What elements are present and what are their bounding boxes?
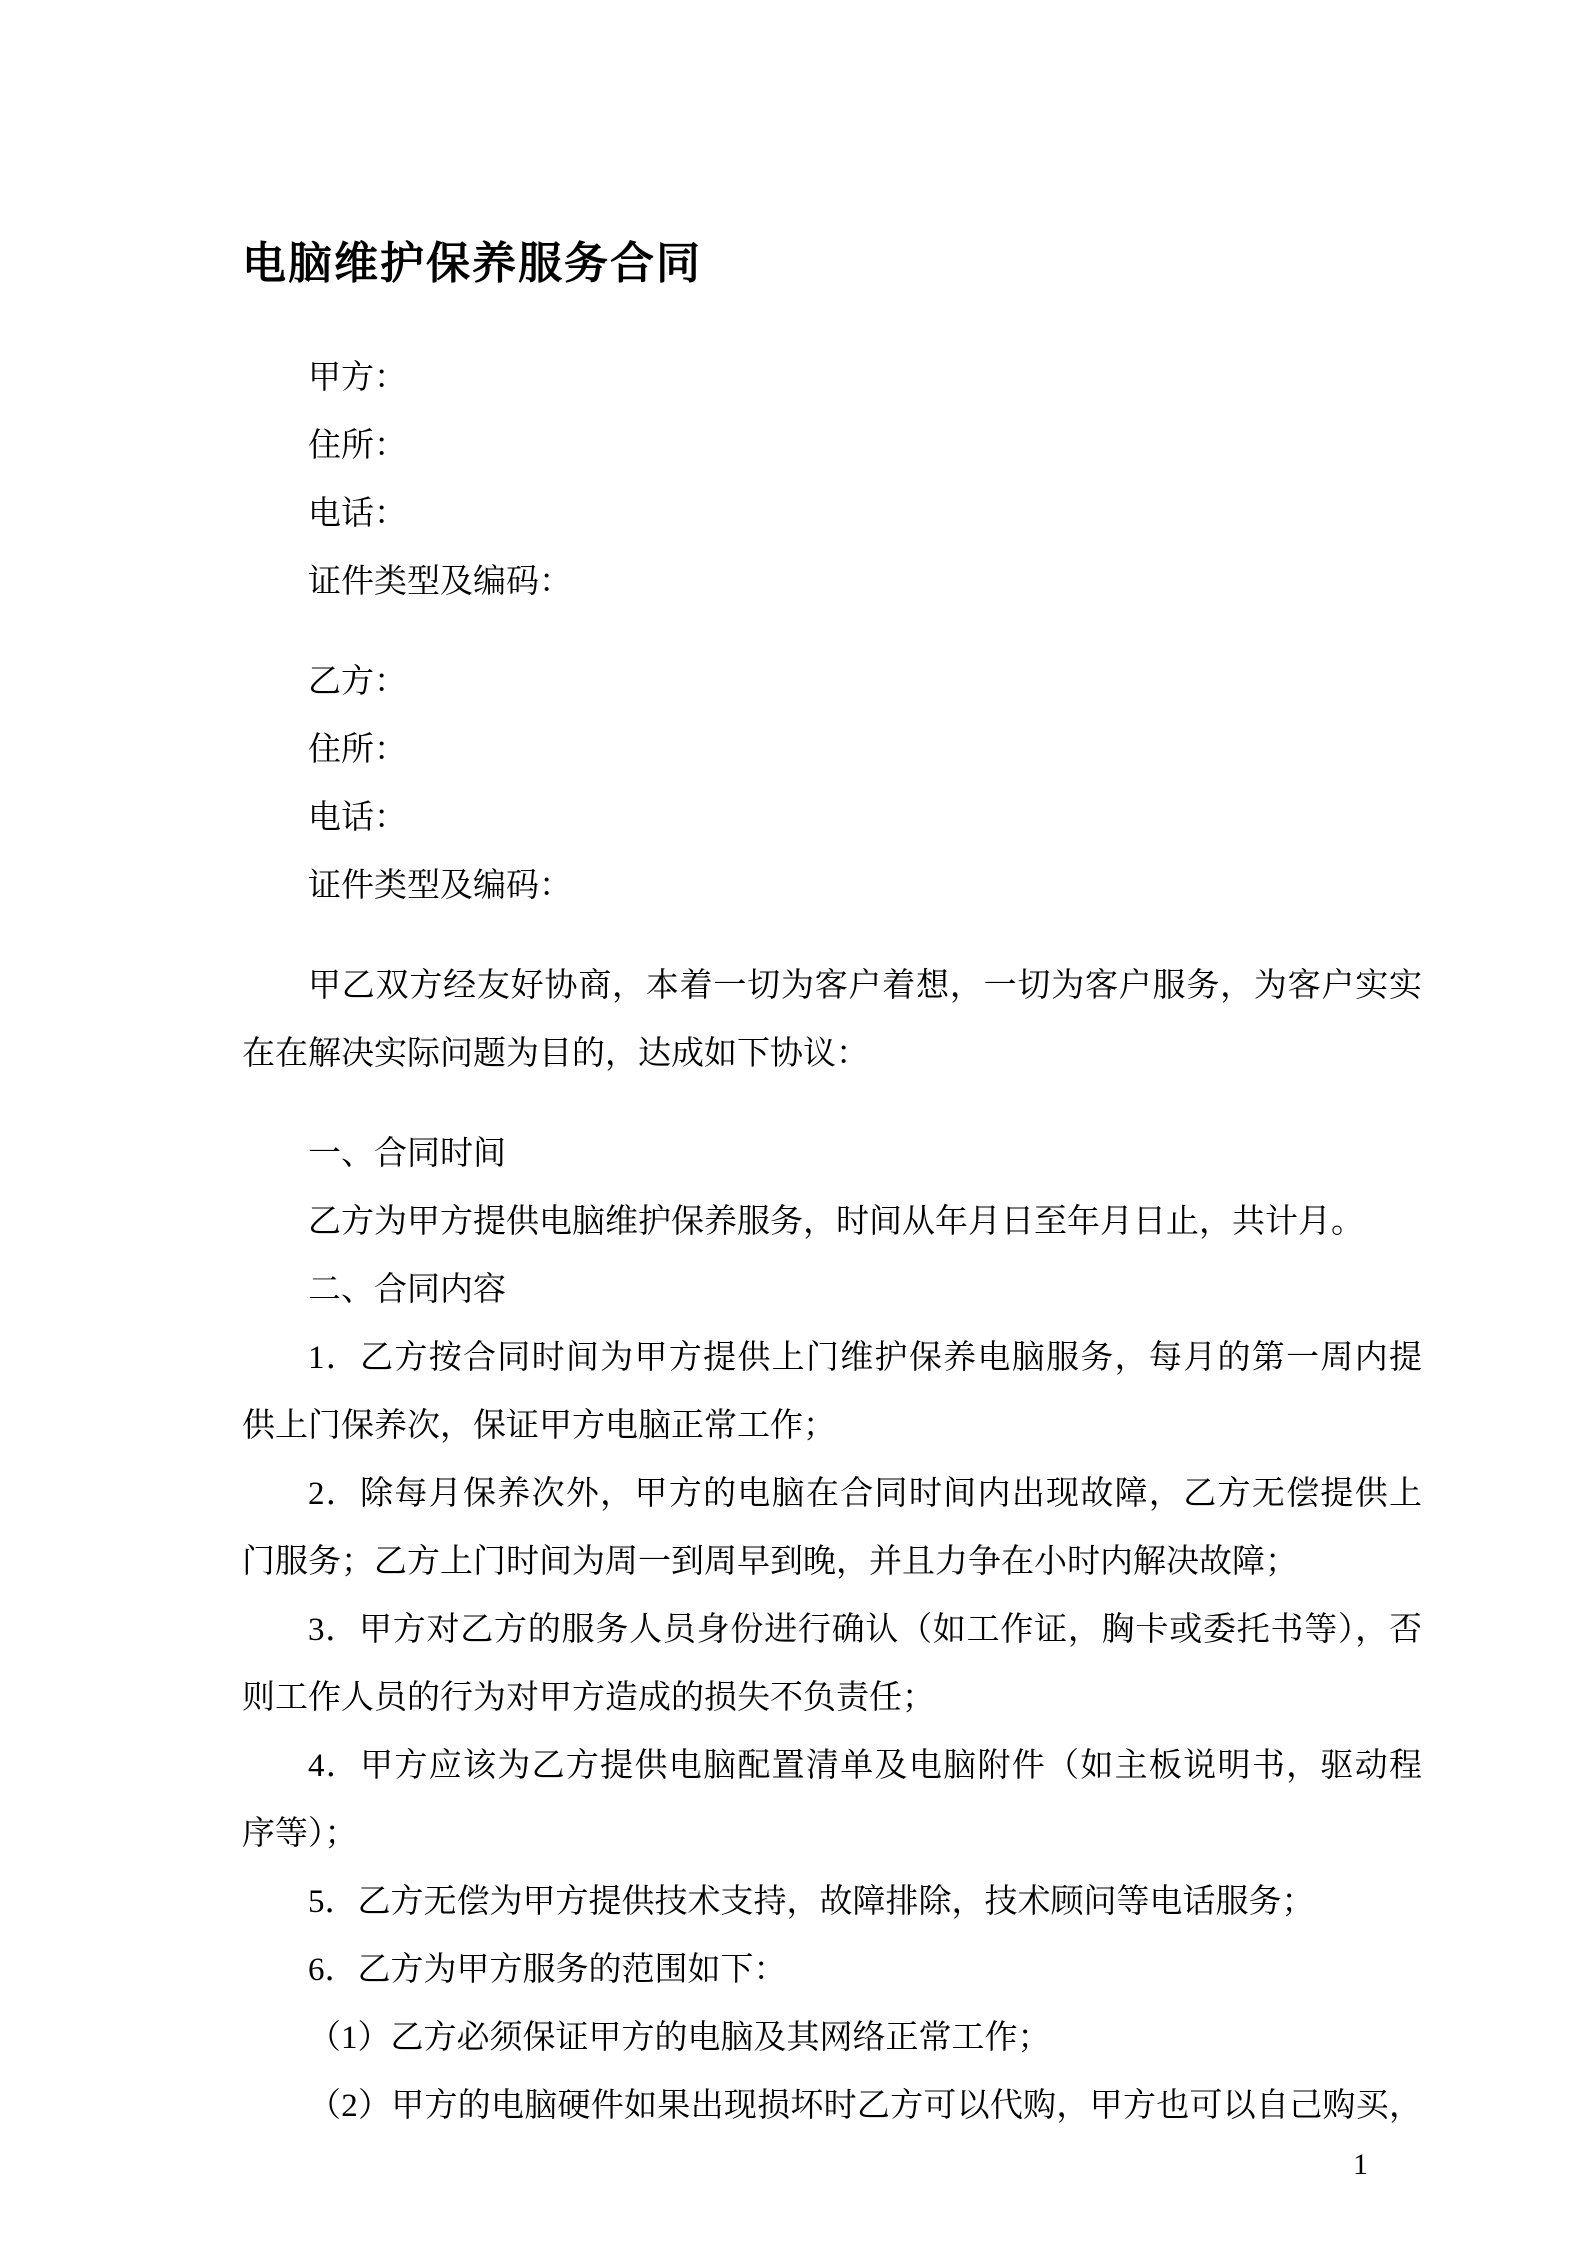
clause-2-line: 门服务；乙方上门时间为周一到周早到晚，并且力争在小时内解决故障； [242, 1544, 1298, 1580]
field-party-b: 乙方： [308, 664, 407, 700]
clause-3-line: 3．甲方对乙方的服务人员身份进行确认（如工作证，胸卡或委托书等），否 [308, 1612, 1422, 1648]
clause-4-line: 序等）； [242, 1816, 358, 1852]
paragraph-spacer [242, 1088, 1422, 1120]
preamble-line: 在在解决实际问题为目的，达成如下协议： [242, 1036, 869, 1072]
section-heading-1: 一、合同时间 [308, 1136, 506, 1172]
clause-4-line: 4．甲方应该为乙方提供电脑配置清单及电脑附件（如主板说明书，驱动程 [308, 1748, 1422, 1784]
paragraph-spacer [242, 920, 1422, 952]
field-party-a: 甲方： [308, 360, 407, 396]
document-body [242, 344, 1422, 2140]
field-party-a-id: 证件类型及编码： [308, 564, 572, 600]
field-party-b-id: 证件类型及编码： [308, 868, 572, 904]
field-party-b-address: 住所： [308, 732, 407, 768]
clause-2-line: 2．除每月保养次外，甲方的电脑在合同时间内出现故障，乙方无偿提供上 [308, 1476, 1422, 1512]
clause-6-line: 6．乙方为甲方服务的范围如下： [308, 1952, 787, 1988]
clause-1-line: 供上门保养次，保证甲方电脑正常工作； [242, 1408, 836, 1444]
field-party-b-phone: 电话： [308, 800, 407, 836]
subclause-2-line: （2）甲方的电脑硬件如果出现损坏时乙方可以代购，甲方也可以自己购买， [308, 2088, 1422, 2124]
preamble-line: 甲乙双方经友好协商，本着一切为客户着想，一切为客户服务，为客户实实 [308, 968, 1422, 1004]
clause-3-line: 则工作人员的行为对甲方造成的损失不负责任； [242, 1680, 935, 1716]
subclause-1-line: （1）乙方必须保证甲方的电脑及其网络正常工作； [308, 2020, 1051, 2056]
field-party-a-phone: 电话： [308, 496, 407, 532]
section-heading-2: 二、合同内容 [308, 1272, 506, 1308]
clause-1-line: 1．乙方按合同时间为甲方提供上门维护保养电脑服务，每月的第一周内提 [308, 1340, 1422, 1376]
field-party-a-address: 住所： [308, 428, 407, 464]
clause-line: 乙方为甲方提供电脑维护保养服务，时间从年月日至年月日止，共计月。 [308, 1204, 1364, 1240]
page-number: 1 [1353, 2148, 1368, 2181]
clause-5-line: 5．乙方无偿为甲方提供技术支持，故障排除，技术顾问等电话服务； [308, 1884, 1315, 1920]
document-title: 电脑维护保养服务合同 [242, 239, 702, 288]
paragraph-spacer [242, 616, 1422, 648]
